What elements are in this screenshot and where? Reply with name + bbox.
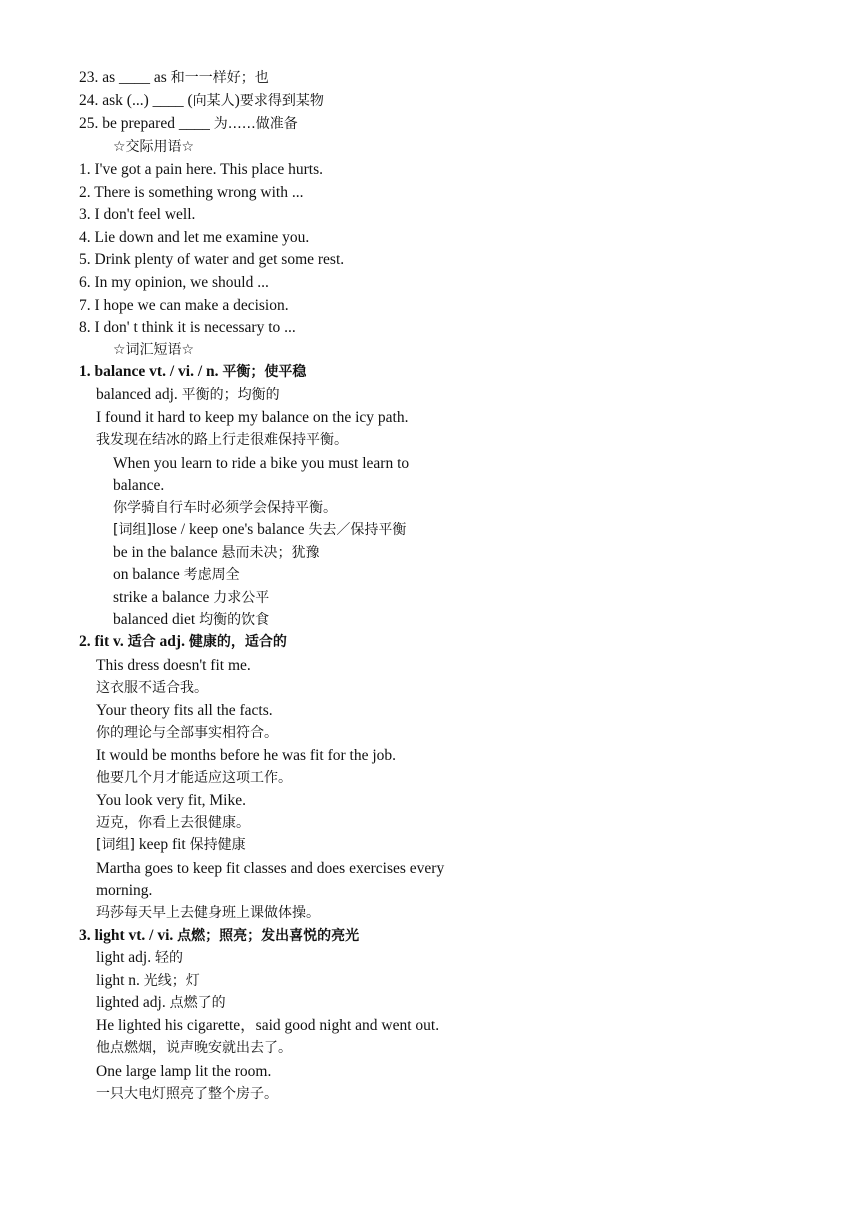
example-en: morning. [96,882,153,899]
example-zh: 我发现在结冰的路上行走很难保持平衡。 [96,432,348,448]
phrase-item: strike a balance 力求公平 [113,589,270,606]
phrase-item: [词组] keep fit 保持健康 [96,836,246,853]
entry-light-derived: light adj. 轻的 [96,949,183,966]
section-heading-communication: ☆交际用语☆ [113,139,195,155]
entry-light-derived: lighted adj. 点燃了的 [96,994,226,1011]
example-zh: 这衣服不适合我。 [96,680,208,696]
phrase-item: [词组]lose / keep one's balance 失去／保持平衡 [113,521,407,538]
entry-light-heading: 3. light vt. / vi. 点燃；照亮；发出喜悦的亮光 [79,927,360,944]
communication-item: 5. Drink plenty of water and get some rest. [79,251,345,268]
example-en: One large lamp lit the room. [96,1063,272,1080]
example-en: It would be months before he was fit for the job. [96,747,397,764]
phrase-item: balanced diet 均衡的饮食 [113,611,270,628]
communication-item: 1. I've got a pain here. This place hurts. [79,161,323,178]
phrase-23: 23. as ____ as 和一一样好；也 [79,69,269,86]
section-heading-vocab: ☆词汇短语☆ [113,342,195,358]
example-zh: 你的理论与全部事实相符合。 [96,725,278,741]
communication-item: 4. Lie down and let me examine you. [79,229,310,246]
entry-light-derived: light n. 光线；灯 [96,972,200,989]
communication-item: 8. I don' t think it is necessary to ... [79,319,296,336]
example-en: Martha goes to keep fit classes and does exercises every [96,860,445,877]
example-en: When you learn to ride a bike you must learn to [113,455,410,472]
communication-item: 7. I hope we can make a decision. [79,297,289,314]
example-zh: 他要几个月才能适应这项工作。 [96,770,292,786]
example-en: This dress doesn't fit me. [96,657,251,674]
phrase-item: on balance 考虑周全 [113,566,240,583]
example-en: You look very fit, Mike. [96,792,246,809]
example-en: I found it hard to keep my balance on the icy path. [96,409,409,426]
example-zh: 一只大电灯照亮了整个房子。 [96,1086,278,1102]
phrase-24: 24. ask (...) ____ (向某人)要求得到某物 [79,92,324,109]
example-zh: 他点燃烟，说声晚安就出去了。 [96,1040,292,1056]
communication-item: 2. There is something wrong with ... [79,184,304,201]
example-zh: 迈克，你看上去很健康。 [96,815,250,831]
example-en: balance. [113,477,165,494]
example-zh: 玛莎每天早上去健身班上课做体操。 [96,905,320,921]
phrase-25: 25. be prepared ____ 为……做准备 [79,115,298,132]
entry-balance-derived: balanced adj. 平衡的；均衡的 [96,386,280,403]
example-zh: 你学骑自行车时必须学会保持平衡。 [113,500,337,516]
communication-item: 6. In my opinion, we should ... [79,274,269,291]
example-en: He lighted his cigarette，said good night and went out. [96,1017,440,1034]
phrase-item: be in the balance 悬而未决；犹豫 [113,544,320,561]
entry-fit-heading: 2. fit v. 适合 adj. 健康的，适合的 [79,633,287,650]
entry-balance-heading: 1. balance vt. / vi. / n. 平衡；使平稳 [79,363,307,380]
example-en: Your theory fits all the facts. [96,702,273,719]
communication-item: 3. I don't feel well. [79,206,196,223]
